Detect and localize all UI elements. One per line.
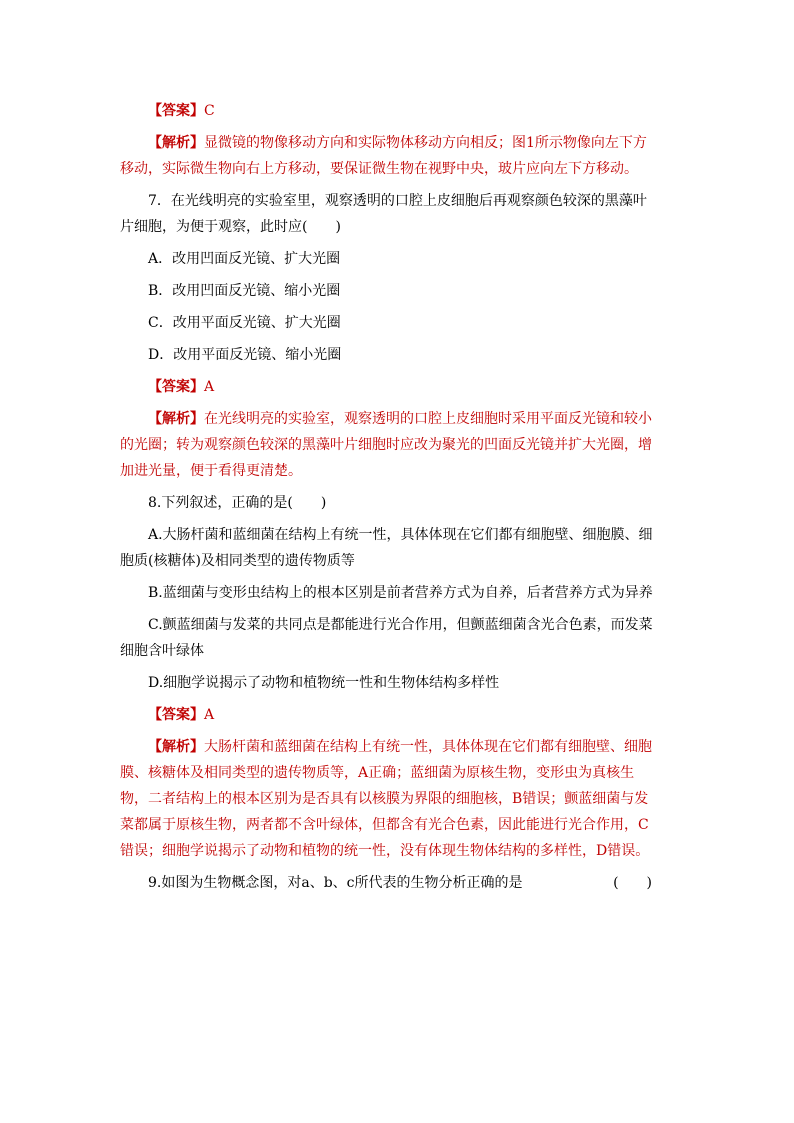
explanation-1: 【解析】显微镜的物像移动方向和实际物体移动方向相反；图1所示物像向左下方移动，实际微生物向右上方移动，要保证微生物在视野中央，玻片应向左下方移动。 (120, 135, 647, 177)
question-8-stem: 8.下列叙述，正确的是( ) (148, 495, 327, 511)
question-7-option-b: B．改用凹面反光镜、缩小光圈 (148, 283, 341, 299)
answer-3: 【答案】A (148, 707, 215, 723)
answer-value: A (204, 379, 215, 395)
question-9 (120, 870, 660, 896)
question-8-option-b: B.蓝细菌与变形虫结构上的根本区别是前者营养方式为自养，后者营养方式为异养 (148, 585, 653, 601)
explanation-3: 【解析】大肠杆菌和蓝细菌在结构上有统一性，具体体现在它们都有细胞壁、细胞膜、核糖体及相同类型的遗传物质等，A正确；蓝细菌为原核生物，变形虫为真核生物，二者结构上的根本区别为是否具有以核膜为界限的细胞核，B错误；颤蓝细菌与发菜都属于原核生物，两者都不含叶绿体，但都含有光合色素，因此能进行光合作用，C错误；细胞学说揭示了动物和植物的统一性，没有体现生物体结构的多样性，D错误。 (120, 739, 652, 859)
explanation-label: 解析 (162, 411, 190, 427)
answer-label: 答案 (162, 707, 190, 723)
answer-value: A (204, 707, 215, 723)
explanation-text: 在光线明亮的实验室，观察透明的口腔上皮细胞时采用平面反光镜和较小的光圈；转为观察颜色较深的黑藻叶片细胞时应改为聚光的凹面反光镜并扩大光圈，增加进光量，便于看得更清楚。 (120, 411, 652, 479)
question-7-stem: 7．在光线明亮的实验室里，观察透明的口腔上皮细胞后再观察颜色较深的黑藻叶片细胞，为便于观察，此时应( ) (120, 193, 647, 235)
answer-2: 【答案】A (148, 379, 215, 395)
answer-label: 答案 (162, 379, 190, 395)
question-8-option-d: D.细胞学说揭示了动物和植物统一性和生物体结构多样性 (148, 675, 500, 691)
question-8-option-a: A.大肠杆菌和蓝细菌在结构上有统一性，具体体现在它们都有细胞壁、细胞膜、细胞质(核糖体)及相同类型的遗传物质等 (120, 527, 653, 569)
explanation-2: 【解析】在光线明亮的实验室，观察透明的口腔上皮细胞时采用平面反光镜和较小的光圈；转为观察颜色较深的黑藻叶片细胞时应改为聚光的凹面反光镜并扩大光圈，增加进光量，便于看得更清楚。 (120, 411, 652, 479)
question-9-stem: 9.如图为生物概念图，对a、b、c所代表的生物分析正确的是 (148, 875, 523, 891)
explanation-text: 大肠杆菌和蓝细菌在结构上有统一性，具体体现在它们都有细胞壁、细胞膜、核糖体及相同类型的遗传物质等，A正确；蓝细菌为原核生物，变形虫为真核生物，二者结构上的根本区别为是否具有以核膜为界限的细胞核，B错误；颤蓝细菌与发菜都属于原核生物，两者都不含叶绿体，但都含有光合色素，因此能进行光合作用，C错误；细胞学说揭示了动物和植物的统一性，没有体现生物体结构的多样性，D错误。 (120, 739, 652, 859)
question-9-answer-blank: ( ) (613, 875, 652, 891)
answer-value: C (204, 103, 215, 119)
explanation-text: 显微镜的物像移动方向和实际物体移动方向相反；图1所示物像向左下方移动，实际微生物向右上方移动，要保证微生物在视野中央，玻片应向左下方移动。 (120, 135, 647, 177)
question-7-option-d: D．改用平面反光镜、缩小光圈 (148, 347, 342, 363)
answer-1: 【答案】C (148, 103, 215, 119)
question-7-option-c: C．改用平面反光镜、扩大光圈 (148, 315, 341, 331)
explanation-label: 解析 (162, 135, 190, 151)
answer-label: 答案 (162, 103, 190, 119)
explanation-label: 解析 (162, 739, 190, 755)
document-content (120, 98, 660, 902)
question-8-option-c: C.颤蓝细菌与发菜的共同点是都能进行光合作用，但颤蓝细菌含光合色素，而发菜细胞含叶绿体 (120, 617, 653, 659)
question-7-option-a: A．改用凹面反光镜、扩大光圈 (148, 251, 341, 267)
